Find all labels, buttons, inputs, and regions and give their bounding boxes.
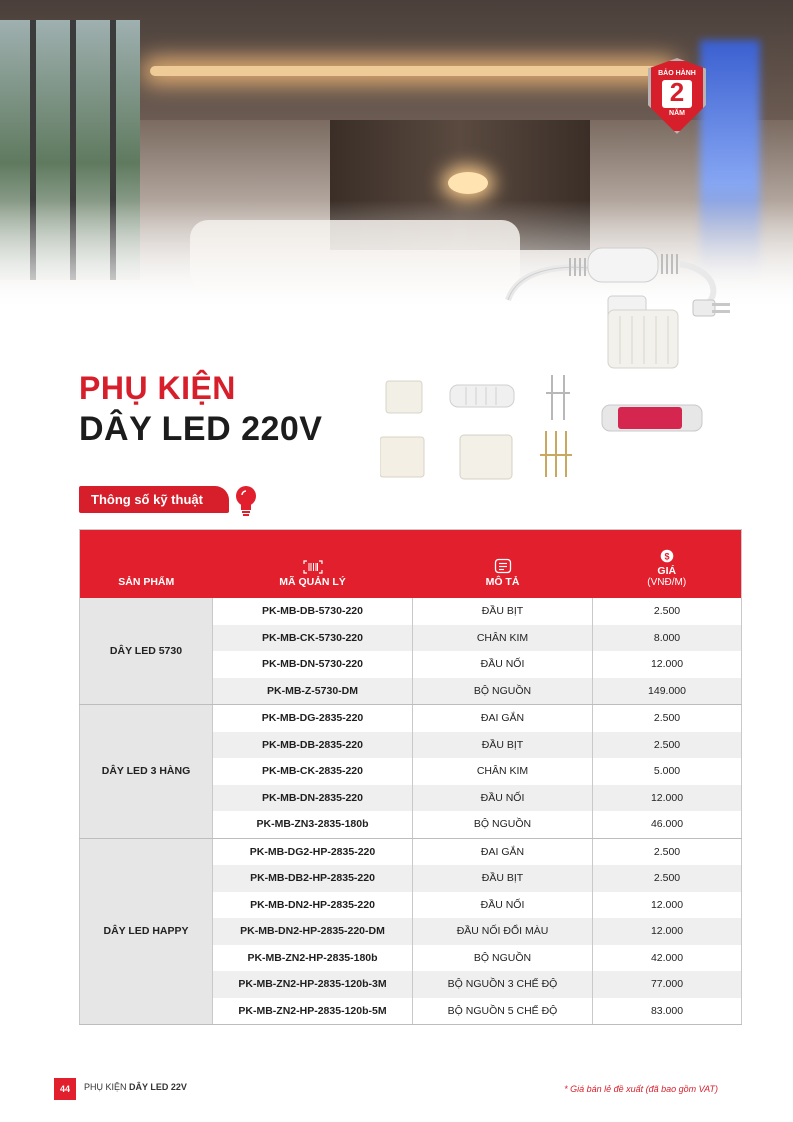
product-price: 2.500: [593, 865, 742, 892]
product-code: PK-MB-DN2-HP-2835-220-DM: [213, 918, 413, 945]
product-price: 83.000: [593, 998, 742, 1025]
product-price: 12.000: [593, 785, 742, 812]
header-code: MÃ QUẢN LÝ: [213, 530, 413, 599]
product-description: ĐẦU NỐI: [413, 892, 593, 919]
list-icon: [494, 558, 512, 574]
product-price: 12.000: [593, 892, 742, 919]
product-price: 8.000: [593, 625, 742, 652]
product-description: CHÂN KIM: [413, 625, 593, 652]
product-code: PK-MB-DB2-HP-2835-220: [213, 865, 413, 892]
product-price: 77.000: [593, 971, 742, 998]
product-code: PK-MB-Z-5730-DM: [213, 678, 413, 705]
product-code: PK-MB-DG2-HP-2835-220: [213, 838, 413, 865]
product-price: 2.500: [593, 732, 742, 759]
page-number: 44: [54, 1078, 76, 1100]
product-code: PK-MB-DN-5730-220: [213, 651, 413, 678]
product-price: 12.000: [593, 651, 742, 678]
badge-line1: BẢO HÀNH: [658, 70, 696, 77]
product-price: 12.000: [593, 918, 742, 945]
product-price: 46.000: [593, 811, 742, 838]
footer-label: [84, 1082, 187, 1092]
product-price: 42.000: [593, 945, 742, 972]
product-description: CHÂN KIM: [413, 758, 593, 785]
product-code: PK-MB-ZN2-HP-2835-120b-5M: [213, 998, 413, 1025]
product-description: BỘ NGUỒN: [413, 811, 593, 838]
footer-label-bold: DÂY LED 22V: [129, 1082, 187, 1092]
product-price: 149.000: [593, 678, 742, 705]
dollar-icon: [660, 549, 674, 563]
product-group-name: DÂY LED 3 HÀNG: [80, 705, 213, 839]
badge-years: 2: [669, 77, 685, 107]
lightbulb-icon: [233, 484, 259, 518]
product-description: ĐẦU NỐI: [413, 785, 593, 812]
product-code: PK-MB-CK-5730-220: [213, 625, 413, 652]
price-note: * Giá bán lẻ đề xuất (đã bao gồm VAT): [564, 1084, 718, 1094]
product-code: PK-MB-DB-5730-220: [213, 598, 413, 625]
product-description: ĐẦU BỊT: [413, 598, 593, 625]
product-description: BỘ NGUỒN 3 CHẾ ĐỘ: [413, 971, 593, 998]
product-description: BỘ NGUỒN: [413, 678, 593, 705]
product-price: 5.000: [593, 758, 742, 785]
header-product: SẢN PHẨM: [80, 530, 213, 599]
page-title-line1: PHỤ KIỆN: [79, 370, 236, 406]
product-group-name: DÂY LED 5730: [80, 598, 213, 705]
badge-line2: NĂM: [669, 110, 685, 117]
power-connector-image: [498, 240, 738, 370]
product-description: ĐẦU NỐI ĐỔI MÀU: [413, 918, 593, 945]
header-price: $ GIÁ (VNĐ/M): [593, 530, 742, 599]
product-code: PK-MB-ZN2-HP-2835-180b: [213, 945, 413, 972]
warranty-shield-icon: [648, 58, 706, 134]
product-description: ĐAI GẮN: [413, 838, 593, 865]
page-title-line2: DÂY LED 220V: [79, 410, 323, 448]
product-price: 2.500: [593, 598, 742, 625]
product-group-name: DÂY LED HAPPY: [80, 838, 213, 1025]
product-description: BỘ NGUỒN 5 CHẾ ĐỘ: [413, 998, 593, 1025]
product-description: ĐẦU NỐI: [413, 651, 593, 678]
product-price: 2.500: [593, 838, 742, 865]
spec-table: [79, 529, 742, 1025]
table-row: [80, 705, 742, 732]
product-description: ĐẦU BỊT: [413, 732, 593, 759]
table-header-row: [80, 530, 742, 599]
product-description: ĐẦU BỊT: [413, 865, 593, 892]
product-code: PK-MB-ZN3-2835-180b: [213, 811, 413, 838]
ceiling-led-glow: [150, 66, 670, 76]
barcode-icon: [303, 560, 323, 574]
product-code: PK-MB-DG-2835-220: [213, 705, 413, 732]
product-price: 2.500: [593, 705, 742, 732]
product-code: PK-MB-DB-2835-220: [213, 732, 413, 759]
product-code: PK-MB-ZN2-HP-2835-120b-3M: [213, 971, 413, 998]
product-description: BỘ NGUỒN: [413, 945, 593, 972]
accessory-thumbnails: [380, 375, 720, 490]
table-row: [80, 598, 742, 625]
footer-label-normal: PHỤ KIỆN: [84, 1082, 127, 1092]
product-code: PK-MB-DN-2835-220: [213, 785, 413, 812]
product-description: ĐAI GẮN: [413, 705, 593, 732]
product-code: PK-MB-DN2-HP-2835-220: [213, 892, 413, 919]
product-code: PK-MB-CK-2835-220: [213, 758, 413, 785]
table-body: [80, 598, 742, 1025]
chandelier: [448, 172, 488, 194]
spec-section-label: Thông số kỹ thuật: [79, 486, 229, 513]
header-desc: MÔ TẢ: [413, 530, 593, 599]
svg-text:$: $: [664, 551, 670, 562]
table-row: [80, 838, 742, 865]
